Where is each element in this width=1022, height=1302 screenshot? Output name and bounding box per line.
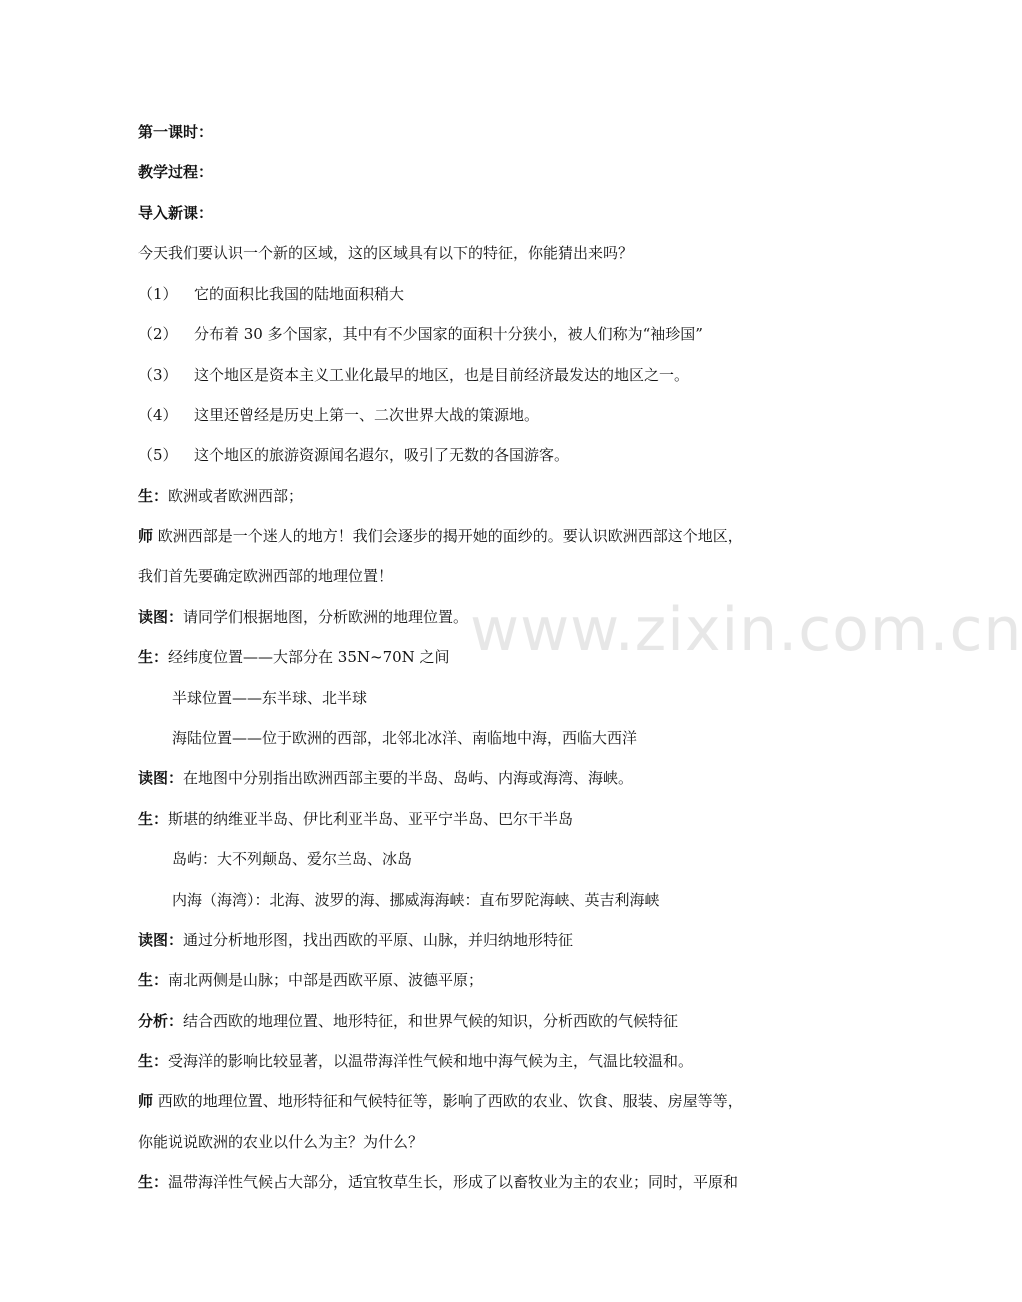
speaker-label: 读图： [138, 608, 184, 626]
dialog-text: 欧洲西部是一个迷人的地方！我们会逐步的揭开她的面纱的。要认识欧洲西部这个地区， [157, 527, 743, 545]
dialog-line [138, 607, 798, 627]
dialog-text: 在地图中分别指出欧洲西部主要的半岛、岛屿、内海或海湾、海峡。 [183, 769, 634, 787]
dialog-text: 经纬度位置——大部分在 35N~70N 之间 [168, 648, 450, 666]
feature-number: （2） [138, 325, 178, 343]
feature-text: 它的面积比我国的陆地面积稍大 [194, 285, 405, 303]
dialog-text-continued: 我们首先要确定欧洲西部的地理位置！ [138, 567, 394, 585]
speaker-label: 生： [138, 1052, 169, 1070]
dialog-subline: 半球位置——东半球、北半球 [172, 689, 368, 707]
speaker-label: 生： [138, 1173, 169, 1191]
dialog-line [138, 647, 798, 667]
dialog-subline: 海陆位置——位于欧洲的西部，北邻北冰洋、南临地中海，西临大西洋 [172, 729, 638, 747]
feature-number: （4） [138, 406, 178, 424]
feature-text: 这个地区是资本主义工业化最早的地区，也是目前经济最发达的地区之一。 [194, 366, 690, 384]
feature-number: （3） [138, 366, 178, 384]
feature-text: 这里还曾经是历史上第一、二次世界大战的策源地。 [194, 406, 540, 424]
dialog-text: 结合西欧的地理位置、地形特征，和世界气候的知识，分析西欧的气候特征 [183, 1012, 679, 1030]
dialog-text-continued: 你能说说欧洲的农业以什么为主？为什么？ [138, 1133, 424, 1151]
heading-intro: 导入新课： [138, 204, 214, 222]
intro-question: 今天我们要认识一个新的区域，这的区域具有以下的特征，你能猜出来吗？ [138, 244, 634, 262]
speaker-label: 生： [138, 648, 169, 666]
dialog-line [138, 930, 798, 950]
speaker-label: 生： [138, 971, 169, 989]
feature-item [138, 405, 798, 425]
speaker-label: 读图： [138, 931, 184, 949]
heading-process: 教学过程： [138, 163, 214, 181]
dialog-text: 斯堪的纳维亚半岛、伊比利亚半岛、亚平宁半岛、巴尔干半岛 [168, 810, 574, 828]
speaker-label: 师 [138, 527, 154, 545]
dialog-line [138, 768, 798, 788]
dialog-line [138, 970, 798, 990]
dialog-line [138, 1011, 798, 1031]
feature-item [138, 284, 798, 304]
dialog-line [138, 1172, 798, 1192]
heading-lesson: 第一课时： [138, 123, 214, 141]
feature-item [138, 445, 798, 465]
dialog-text: 南北两侧是山脉；中部是西欧平原、波德平原； [168, 971, 484, 989]
feature-item [138, 365, 798, 385]
dialog-text: 欧洲或者欧洲西部； [168, 487, 304, 505]
dialog-line [138, 526, 798, 546]
feature-number: （1） [138, 285, 178, 303]
speaker-label: 师 [138, 1092, 154, 1110]
dialog-text: 请同学们根据地图，分析欧洲的地理位置。 [183, 608, 469, 626]
dialog-text: 西欧的地理位置、地形特征和气候特征等，影响了西欧的农业、饮食、服装、房屋等等， [157, 1092, 743, 1110]
dialog-line [138, 1051, 798, 1071]
dialog-subline: 岛屿：大不列颠岛、爱尔兰岛、冰岛 [172, 850, 413, 868]
speaker-label: 读图： [138, 769, 184, 787]
dialog-text: 温带海洋性气候占大部分，适宜牧草生长，形成了以畜牧业为主的农业；同时，平原和 [168, 1173, 739, 1191]
speaker-label: 生： [138, 487, 169, 505]
dialog-line [138, 1091, 798, 1111]
dialog-subline: 内海（海湾）：北海、波罗的海、挪威海海峡：直布罗陀海峡、英吉利海峡 [172, 891, 660, 909]
feature-text: 分布着 30 多个国家，其中有不少国家的面积十分狭小，被人们称为“袖珍国” [194, 325, 703, 343]
speaker-label: 生： [138, 810, 169, 828]
feature-item [138, 324, 798, 344]
dialog-line [138, 486, 798, 506]
dialog-text: 通过分析地形图，找出西欧的平原、山脉，并归纳地形特征 [183, 931, 574, 949]
watermark: www.zixin.com.cn [470, 595, 1022, 665]
dialog-text: 受海洋的影响比较显著，以温带海洋性气候和地中海气候为主，气温比较温和。 [168, 1052, 694, 1070]
feature-text: 这个地区的旅游资源闻名遐尔，吸引了无数的各国游客。 [194, 446, 570, 464]
dialog-line [138, 809, 798, 829]
feature-number: （5） [138, 446, 178, 464]
speaker-label: 分析： [138, 1012, 184, 1030]
